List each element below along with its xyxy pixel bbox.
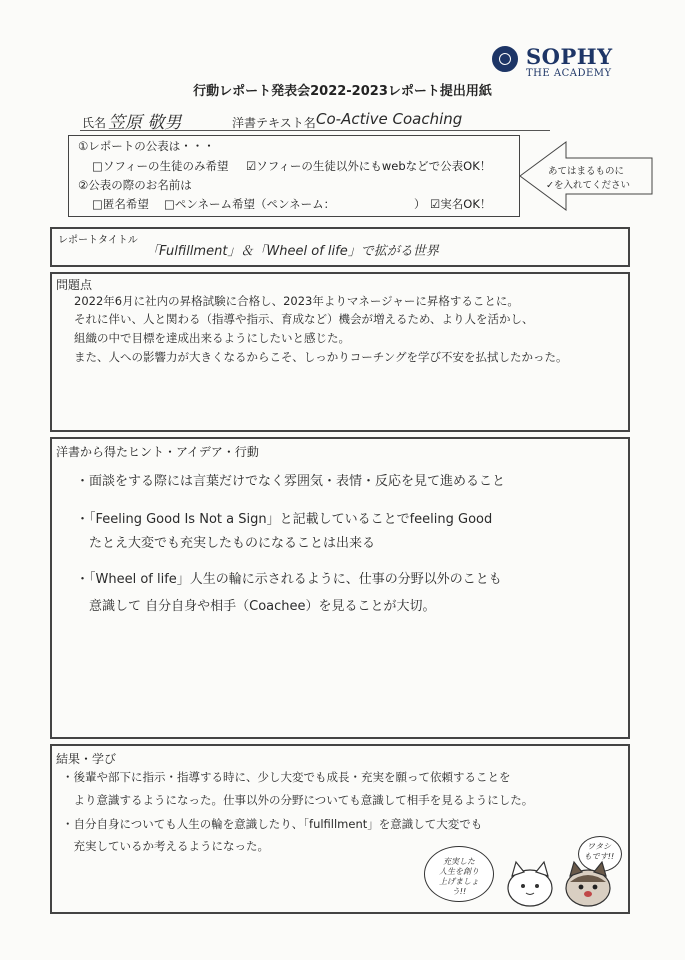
logo-sub-text: THE ACADEMY [526,68,612,79]
problem-line-1: 2022年6月に社内の昇格試験に合格し、2023年よりマネージャーに昇格することに。 [74,294,519,308]
report-title-value: 「Fulfillment」＆「Wheel of life」で拡がる世界 [146,244,439,259]
cats-drawing-icon [500,860,620,910]
hint-line-2: ・「Feeling Good Is Not a Sign」と記載していることでfeeling Good [76,512,493,527]
hint-line-4: ・「Wheel of life」人生の輪に示されるように、仕事の分野以外のことも [76,572,502,587]
speech-bubble-2-line-2: もです!! [583,852,615,861]
option-pen-name[interactable]: □ペンネーム希望（ペンネーム： [164,197,336,211]
result-line-3: ・自分自身についても人生の輪を意識したり、「fulfillment」を意識して大変でも [62,817,483,831]
option-real-name[interactable]: ☑実名OK！ [430,197,492,211]
hint-arrow-line-1: あてはまるものに [548,166,625,177]
text-title-value: Co-Active Coaching [316,110,463,128]
speech-bubble-1-text [434,857,484,897]
speech-bubble-1-line-1: 充実した [443,857,475,866]
publication-question-2: ②公表の際のお名前は [78,178,192,192]
result-line-4: 充実しているか考えるようになった。 [62,839,269,853]
logo-main-text: SOPHY [526,44,613,69]
speech-bubble-1-line-3: 上げましょう!! [439,877,479,896]
option-public-web[interactable]: ☑ソフィーの生徒以外にもwebなどで公表OK！ [246,159,492,173]
hints-label: 洋書から得たヒント・アイデア・行動 [56,445,259,459]
logo-seal-icon [492,46,518,72]
result-line-2: より意識するようになった。仕事以外の分野についても意識して相手を見るようにした。 [62,793,534,807]
name-value: 笠原 敬男 [108,113,182,133]
hint-line-1: ・面談をする際には言葉だけでなく雰囲気・表情・反応を見て進めること [76,474,506,489]
form-title: 行動レポート発表会2022-2023レポート提出用紙 [193,84,492,99]
option-sophy-only[interactable]: □ソフィーの生徒のみ希望 [92,159,229,173]
problem-label: 問題点 [56,278,93,292]
name-label: 氏名 [82,116,107,130]
option-anonymous[interactable]: □匿名希望 [92,197,149,211]
result-line-1: ・後輩や部下に指示・指導する時に、少し大変でも成長・充実を願って依頼することを [62,770,511,784]
report-title-label: レポートタイトル [58,235,138,246]
speech-bubble-1-line-2: 人生を創り [439,867,479,876]
problem-line-4: また、人への影響力が大きくなるからこそ、しっかりコーチングを学び不安を払拭したかった。 [74,350,568,364]
sophy-logo [492,44,612,84]
speech-bubble-2-text [582,842,616,862]
hint-line-5: 意識して 自分自身や相手（Coachee）を見ることが大切。 [76,599,436,614]
speech-bubble-2-line-1: ワタシ [587,842,611,851]
results-label: 結果・学び [56,752,117,766]
pen-name-close: ） [414,197,426,211]
publication-question-1: ①レポートの公表は・・・ [78,139,215,153]
hint-arrow-line-2: ✓を入れてください [546,180,630,191]
problem-line-2: それに伴い、人と関わる（指導や指示、育成など）機会が増えるため、より人を活かし、 [74,312,534,326]
text-title-label: 洋書テキスト名 [232,116,316,130]
problem-line-3: 組織の中で目標を達成出来るようにしたいと感じた。 [74,331,350,345]
hint-line-3: たとえ大変でも充実したものになることは出来る [76,536,376,551]
